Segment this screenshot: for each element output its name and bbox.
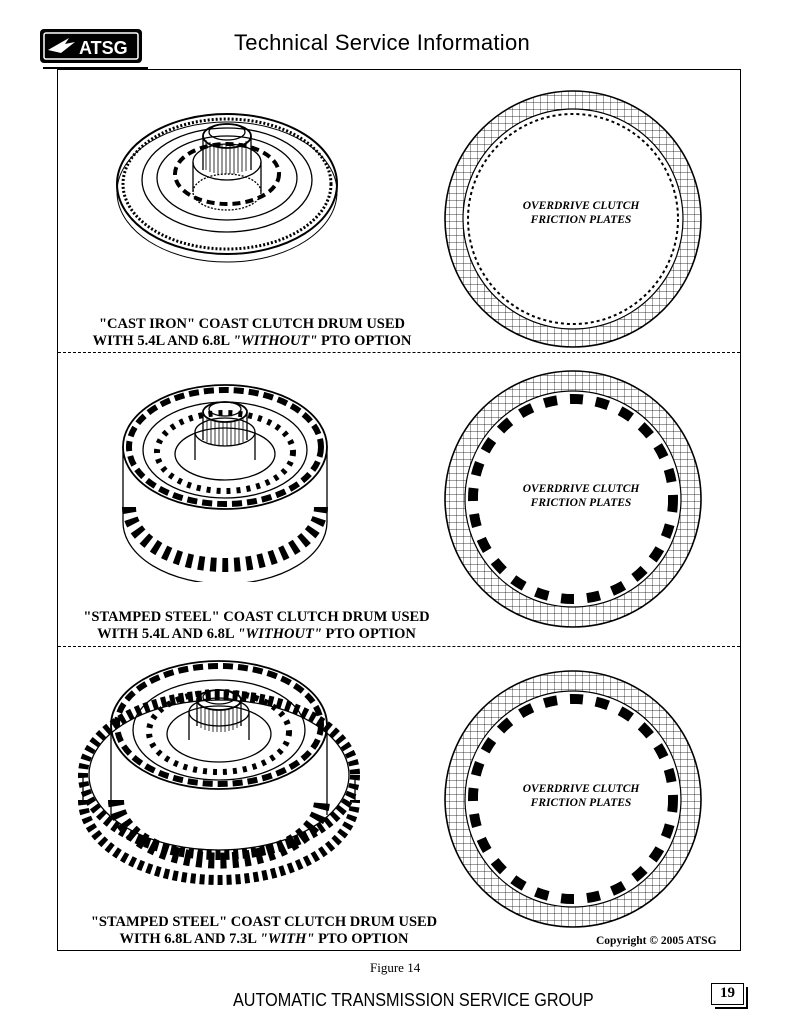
plate-label [501,782,661,810]
page-title: Technical Service Information [234,30,531,55]
pto-gear-drum-icon [78,650,360,910]
plate-label-line: FRICTION PLATES [530,214,632,226]
atsg-logo [39,28,143,64]
panel-divider [58,646,740,647]
caption-line: WITH 5.4L AND 6.8L "WITHOUT" PTO OPTION [92,333,412,349]
drum-caption [62,316,442,350]
page-number: 19 [711,983,744,1005]
drum-caption [59,609,454,643]
caption-line: WITH 6.8L AND 7.3L "WITH" PTO OPTION [119,931,409,947]
footer-text: AUTOMATIC TRANSMISSION SERVICE GROUP [233,990,594,1010]
svg-text:ATSG: ATSG [79,38,128,58]
plate-label-line: FRICTION PLATES [530,797,632,809]
cast-iron-drum-icon [110,92,345,277]
stamped-steel-drum-icon [115,372,335,582]
figure-label: Figure 14 [370,960,421,975]
drum-caption [64,914,464,948]
caption-line: "STAMPED STEEL" COAST CLUTCH DRUM USED [90,914,438,930]
plate-label [501,482,661,510]
caption-line: "STAMPED STEEL" COAST CLUTCH DRUM USED [83,609,430,625]
caption-line: "CAST IRON" COAST CLUTCH DRUM USED [98,316,405,332]
plate-label [501,199,661,227]
panel-divider [58,352,740,353]
plate-label-line: OVERDRIVE CLUTCH [522,483,640,495]
plate-label-line: FRICTION PLATES [530,497,632,509]
plate-label-line: OVERDRIVE CLUTCH [522,200,640,212]
caption-line: WITH 5.4L AND 6.8L "WITHOUT" PTO OPTION [97,626,416,642]
copyright-notice: Copyright © 2005 ATSG [596,935,717,947]
plate-label-line: OVERDRIVE CLUTCH [522,783,640,795]
